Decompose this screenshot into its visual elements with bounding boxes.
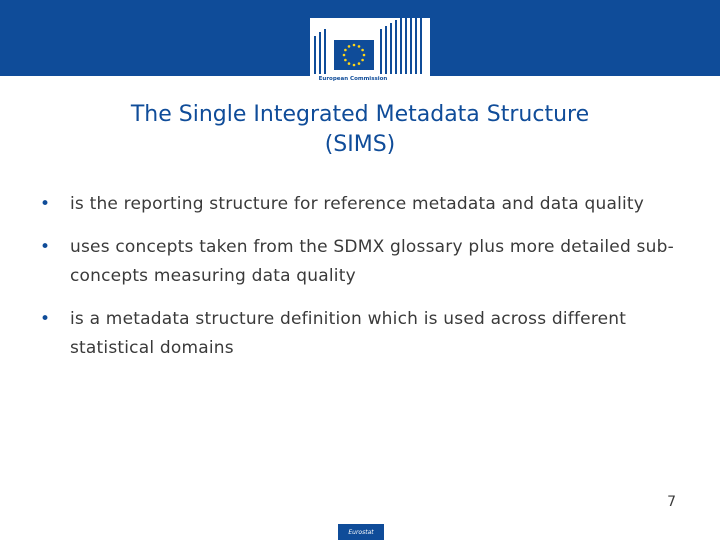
bullet-item bbox=[40, 233, 680, 291]
eu-flag-building-icon bbox=[310, 18, 430, 100]
bullet-item bbox=[40, 305, 680, 363]
title-line-2: (SIMS) bbox=[324, 132, 396, 157]
bullet-text: uses concepts taken from the SDMX glossary plus more detailed sub-concepts measuring data quality bbox=[70, 237, 674, 286]
logo-text: European Commission bbox=[318, 76, 388, 82]
bullet-item bbox=[40, 190, 680, 219]
title-line-1: The Single Integrated Metadata Structure bbox=[130, 102, 590, 127]
european-commission-logo bbox=[310, 18, 430, 100]
bullet-list bbox=[40, 190, 680, 377]
bullet-text: is the reporting structure for reference metadata and data quality bbox=[70, 194, 645, 214]
bullet-icon: • bbox=[40, 309, 51, 329]
bullet-icon: • bbox=[40, 194, 51, 214]
bullet-icon: • bbox=[40, 237, 51, 257]
bullet-text: is a metadata structure definition which is used across different statistical domains bbox=[70, 309, 627, 358]
eurostat-badge: Eurostat bbox=[338, 524, 384, 540]
page-number: 7 bbox=[667, 494, 676, 510]
slide-title bbox=[40, 100, 680, 160]
